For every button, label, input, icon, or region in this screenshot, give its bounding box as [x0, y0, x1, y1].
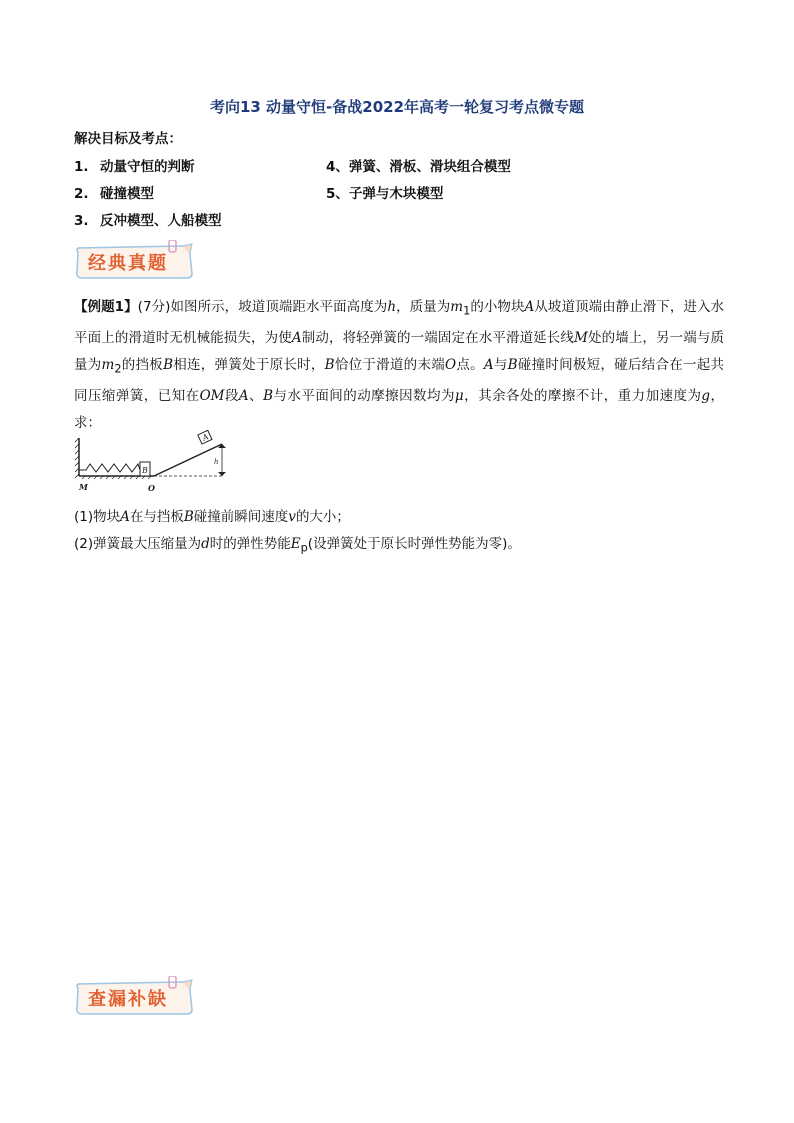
var-A: A — [120, 509, 130, 525]
question-segment: (设弹簧处于原长时弹性势能为零)。 — [307, 536, 521, 552]
problem-segment: 如图所示，坡道顶端距水平面高度为 — [170, 299, 388, 315]
goal-number: 2. — [74, 186, 89, 202]
problem-segment: 与水平面间的动摩擦因数均为 — [273, 387, 455, 404]
question-segment: 碰撞前瞬间速度 — [193, 509, 289, 525]
goal-item — [74, 209, 222, 229]
label-a: A — [200, 432, 210, 443]
goal-item — [326, 155, 511, 175]
var-A: A — [238, 387, 249, 404]
var-e: E — [290, 536, 301, 552]
problem-segment: 制动，将轻弹簧的一端固定在水平滑道延长线 — [301, 329, 575, 346]
spring-icon — [79, 464, 140, 472]
problem-segment: ，其余各处的摩擦不计，重力加速度为 — [463, 387, 702, 404]
var-h: h — [387, 299, 397, 315]
var-B: B — [163, 357, 173, 374]
question-1 — [74, 505, 350, 525]
goal-text: 子弹与木块模型 — [348, 186, 444, 202]
question-segment: 在与挡板 — [129, 509, 184, 525]
goal-text: 碰撞模型 — [100, 186, 154, 202]
problem-segment: 从坡道顶端由静止滑下，进入水平面上的滑道时无机械能损失，为使 — [74, 299, 725, 346]
var-B: B — [324, 357, 335, 374]
ramp-spring-diagram — [74, 430, 254, 496]
goal-number: 3. — [74, 213, 89, 229]
label-o: O — [148, 483, 155, 493]
var-m1-sub: 1 — [463, 304, 471, 318]
problem-segment: 碰撞时间极短，碰后结合在一起共同压缩弹簧，已知在 — [74, 357, 725, 404]
var-v: v — [288, 509, 296, 525]
var-mu: μ — [454, 387, 464, 404]
label-h: h — [214, 458, 219, 466]
problem-segment: 的小物块 — [470, 299, 525, 315]
problem-segment: 相连，弹簧处于原长时， — [173, 357, 325, 374]
goals-heading: 解决目标及考点： — [74, 131, 182, 147]
banner-label: 查漏补缺 — [88, 989, 168, 1010]
question-segment: (1)物块 — [74, 509, 121, 525]
ramp-line — [154, 444, 222, 476]
problem-score: (7分) — [137, 299, 171, 315]
section-banner-classic — [74, 240, 194, 280]
goal-item — [74, 155, 195, 175]
problem-segment: 点。 — [456, 357, 484, 374]
var-B: B — [183, 509, 194, 525]
physics-diagram — [74, 430, 254, 496]
label-b: B — [142, 466, 148, 475]
goal-number: 4、 — [326, 159, 349, 175]
var-B: B — [507, 357, 518, 374]
question-2 — [74, 532, 521, 555]
goal-number: 1. — [74, 159, 89, 175]
problem-tag: 【例题1】 — [74, 299, 138, 315]
var-A: A — [291, 329, 302, 346]
problem-text — [74, 294, 724, 437]
section-banner-review — [74, 976, 194, 1016]
problem-segment: 处的墙上，另一端与质量为 — [74, 329, 725, 374]
page-title: 考向13 动量守恒-备战2022年高考一轮复习考点微专题 — [209, 98, 585, 116]
problem-segment: 恰位于滑道的末端 — [334, 357, 445, 374]
question-segment: 时的弹性势能 — [209, 536, 291, 552]
problem-segment: ，质量为 — [396, 299, 451, 315]
var-A: A — [524, 299, 535, 315]
var-OM: OM — [199, 387, 225, 404]
goal-text: 弹簧、滑板、滑块组合模型 — [348, 159, 511, 175]
problem-segment: 与 — [493, 357, 508, 374]
goal-item — [326, 182, 443, 202]
label-m: M — [79, 482, 88, 492]
problem-segment: 的挡板 — [121, 357, 164, 374]
banner-label: 经典真题 — [88, 253, 168, 274]
var-O: O — [444, 357, 457, 374]
question-segment: (2)弹簧最大压缩量为 — [74, 536, 202, 552]
var-A: A — [483, 357, 494, 374]
goal-text: 反冲模型、人船模型 — [100, 213, 222, 229]
goal-item — [74, 182, 154, 202]
var-M: M — [574, 329, 588, 346]
problem-segment: ，求： — [74, 387, 725, 432]
var-m2-sub: 2 — [114, 362, 122, 376]
block-a-icon — [198, 430, 212, 444]
goal-number: 5、 — [326, 186, 349, 202]
var-d: d — [201, 536, 210, 552]
var-m2: m — [101, 357, 115, 374]
arrow-down-icon — [218, 472, 226, 476]
problem-segment: 段 — [224, 387, 239, 404]
var-g: g — [701, 387, 711, 404]
var-m1: m — [450, 299, 464, 315]
var-B: B — [263, 387, 274, 404]
goal-text: 动量守恒的判断 — [100, 159, 195, 175]
question-segment: 的大小； — [295, 509, 350, 525]
var-e-sub: p — [300, 541, 308, 555]
problem-segment: 、 — [248, 387, 264, 404]
